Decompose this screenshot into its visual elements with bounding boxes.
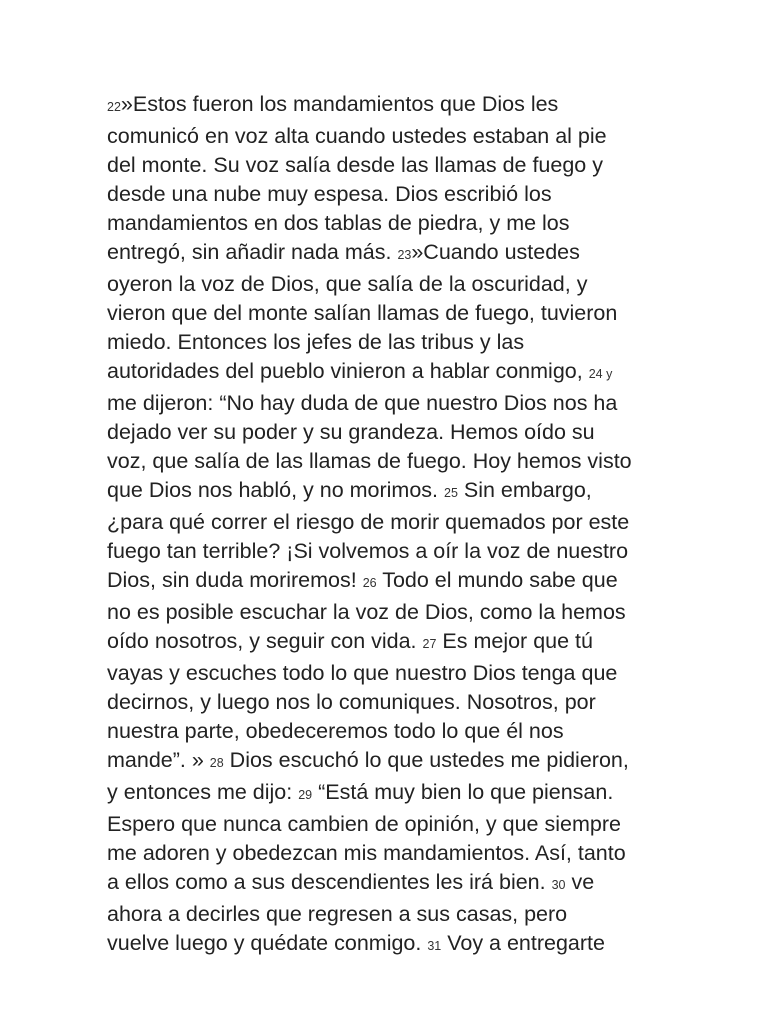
text-line bbox=[107, 180, 667, 209]
text-line bbox=[107, 447, 667, 476]
text-line bbox=[107, 270, 667, 299]
verse-text: desde una nube muy espesa. Dios escribió los bbox=[107, 182, 552, 206]
text-line bbox=[107, 299, 667, 328]
scripture-passage bbox=[107, 90, 667, 961]
text-line bbox=[107, 209, 667, 238]
verse-text: Sin embargo, bbox=[457, 478, 592, 502]
verse-text: Todo el mundo sabe que bbox=[376, 568, 618, 592]
verse-text: decirnos, y luego nos lo comuniques. Nosotros, por bbox=[107, 690, 596, 714]
verse-text: Dios escuchó lo que ustedes me pidieron, bbox=[223, 748, 629, 772]
verse-text: entregó, sin añadir nada más. bbox=[107, 240, 398, 264]
text-line bbox=[107, 389, 667, 418]
verse-text: “Está muy bien lo que piensan. bbox=[312, 780, 614, 804]
verse-text: me dijeron: “No hay duda de que nuestro Dios nos ha bbox=[107, 391, 618, 415]
verse-text: a ellos como a sus descendientes les irá bien. bbox=[107, 870, 552, 894]
text-line bbox=[107, 90, 667, 122]
verse-text: miedo. Entonces los jefes de las tribus y las bbox=[107, 330, 525, 354]
text-line bbox=[107, 659, 667, 688]
text-line bbox=[107, 868, 667, 900]
text-line bbox=[107, 900, 667, 929]
verse-text: mande”. » bbox=[107, 748, 210, 772]
text-line bbox=[107, 688, 667, 717]
text-line bbox=[107, 476, 667, 508]
verse-text: ¿para qué correr el riesgo de morir quemados por este bbox=[107, 510, 630, 534]
verse-text: vayas y escuches todo lo que nuestro Dios tenga que bbox=[107, 661, 618, 685]
text-line bbox=[107, 839, 667, 868]
text-line bbox=[107, 418, 667, 447]
verse-text: vuelve luego y quédate conmigo. bbox=[107, 931, 428, 955]
verse-number: 27 bbox=[422, 637, 437, 651]
text-line bbox=[107, 537, 667, 566]
verse-text: mandamientos en dos tablas de piedra, y me los bbox=[107, 211, 570, 235]
verse-text: oído nosotros, y seguir con vida. bbox=[107, 629, 423, 653]
verse-number: 23 bbox=[397, 248, 412, 262]
text-line bbox=[107, 810, 667, 839]
text-line bbox=[107, 717, 667, 746]
text-line bbox=[107, 627, 667, 659]
verse-text: Espero que nunca cambien de opinión, y que siempre bbox=[107, 812, 621, 836]
verse-text: »Estos fueron los mandamientos que Dios les bbox=[120, 92, 559, 116]
verse-number: 24 y bbox=[588, 367, 613, 381]
verse-text: Dios, sin duda moriremos! bbox=[107, 568, 363, 592]
verse-text: oyeron la voz de Dios, que salía de la oscuridad, y bbox=[107, 272, 588, 296]
verse-text: comunicó en voz alta cuando ustedes estaban al pie bbox=[107, 124, 607, 148]
text-line bbox=[107, 508, 667, 537]
verse-text: me adoren y obedezcan mis mandamientos. Así, tanto bbox=[107, 841, 626, 865]
verse-text: ahora a decirles que regresen a sus casas, pero bbox=[107, 902, 568, 926]
verse-text: del monte. Su voz salía desde las llamas de fuego y bbox=[107, 153, 603, 177]
text-line bbox=[107, 151, 667, 180]
verse-text: no es posible escuchar la voz de Dios, como la hemos bbox=[107, 600, 626, 624]
text-line bbox=[107, 238, 667, 270]
verse-text: »Cuando ustedes bbox=[411, 240, 580, 264]
text-line bbox=[107, 328, 667, 357]
verse-text: Es mejor que tú bbox=[436, 629, 593, 653]
verse-number: 31 bbox=[427, 939, 442, 953]
text-line bbox=[107, 778, 667, 810]
verse-number: 30 bbox=[551, 878, 566, 892]
text-line bbox=[107, 566, 667, 598]
verse-number: 29 bbox=[298, 788, 313, 802]
text-line bbox=[107, 746, 667, 778]
verse-text: Voy a entregarte bbox=[441, 931, 605, 955]
verse-text: fuego tan terrible? ¡Si volvemos a oír la voz de nuestro bbox=[107, 539, 629, 563]
verse-text: nuestra parte, obedeceremos todo lo que él nos bbox=[107, 719, 564, 743]
verse-text: voz, que salía de las llamas de fuego. Hoy hemos visto bbox=[107, 449, 632, 473]
text-line bbox=[107, 122, 667, 151]
verse-text: que Dios nos habló, y no morimos. bbox=[107, 478, 444, 502]
verse-text: y entonces me dijo: bbox=[107, 780, 299, 804]
verse-text: ve bbox=[565, 870, 595, 894]
verse-number: 25 bbox=[444, 486, 458, 500]
verse-number: 22 bbox=[107, 100, 121, 114]
verse-number: 26 bbox=[362, 576, 377, 590]
verse-text: vieron que del monte salían llamas de fuego, tuvieron bbox=[107, 301, 618, 325]
text-line bbox=[107, 357, 667, 389]
verse-number: 28 bbox=[209, 756, 224, 770]
verse-text: dejado ver su poder y su grandeza. Hemos oído su bbox=[107, 420, 595, 444]
text-line bbox=[107, 929, 667, 961]
verse-text: autoridades del pueblo vinieron a hablar conmigo, bbox=[107, 359, 589, 383]
text-line bbox=[107, 598, 667, 627]
